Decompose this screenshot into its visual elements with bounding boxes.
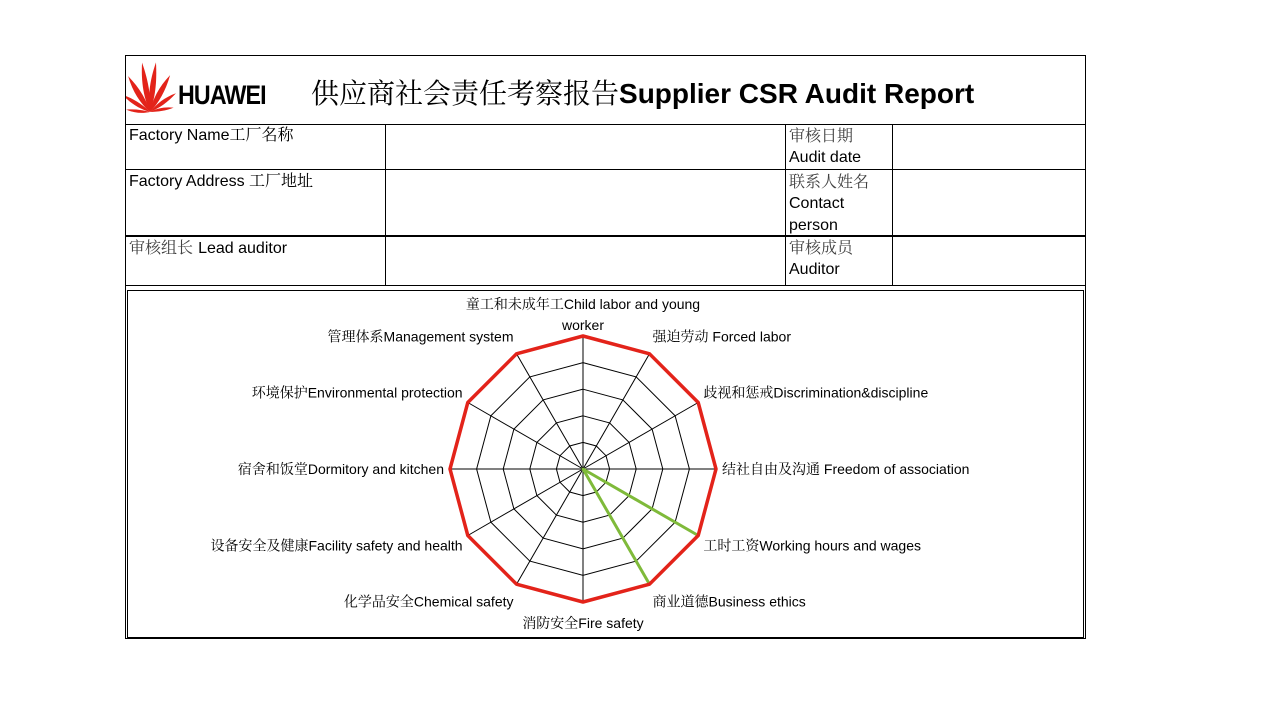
factory-address-field[interactable] bbox=[386, 171, 785, 235]
contact-person-field[interactable] bbox=[893, 171, 1085, 235]
lead-auditor-label-en: Lead auditor bbox=[198, 240, 288, 257]
report-title-en: Supplier CSR Audit Report bbox=[619, 78, 975, 109]
radar-axis-label: 工时工资Working hours and wages bbox=[703, 537, 922, 554]
lead-auditor-label bbox=[126, 237, 385, 285]
contact-label-en-line1: Contact bbox=[789, 195, 845, 212]
radar-axis-label: 消防安全Fire safety bbox=[522, 615, 644, 631]
radar-axis-label: 化学品安全Chemical safety bbox=[343, 593, 514, 610]
report-title-cn: 供应商社会责任考察报告 bbox=[311, 77, 620, 110]
audit-date-label-en: Audit date bbox=[789, 149, 862, 166]
lead-auditor-field[interactable] bbox=[386, 237, 785, 285]
radar-axis-label: 歧视和惩戒Discrimination&discipline bbox=[703, 384, 929, 401]
auditor-field[interactable] bbox=[893, 237, 1085, 285]
lead-auditor-label-cn: 审核组长 bbox=[129, 238, 199, 257]
auditor-label-en: Auditor bbox=[789, 261, 840, 278]
factory-address-label: Factory Address 工厂地址 bbox=[129, 173, 314, 190]
radar-axis-label: 童工和未成年工Child labor and young worker bbox=[465, 296, 701, 333]
row-divider bbox=[126, 169, 1085, 170]
radar-chart bbox=[126, 289, 1085, 638]
contact-label-cn: 联系人姓名 bbox=[789, 172, 870, 191]
row-divider bbox=[126, 285, 1085, 286]
brand-name: HUAWEI bbox=[178, 80, 266, 110]
chart-area bbox=[126, 289, 1085, 638]
auditor-label-cn: 审核成员 bbox=[789, 238, 854, 257]
radar-axis-label: 宿舍和饭堂Dormitory and kitchen bbox=[237, 461, 444, 477]
radar-axis-label: 设备安全及健康Facility safety and health bbox=[210, 537, 463, 554]
radar-series-1 bbox=[583, 469, 698, 584]
radar-axis-label: 环境保护Environmental protection bbox=[251, 384, 463, 401]
radar-axis-label: 管理体系Management system bbox=[327, 328, 514, 345]
report-title bbox=[311, 72, 974, 112]
factory-name-field[interactable] bbox=[386, 125, 785, 169]
auditor-label bbox=[786, 237, 892, 285]
radar-axis-label: 商业道德Business ethics bbox=[652, 593, 806, 610]
audit-date-field[interactable] bbox=[893, 125, 1085, 169]
report-header bbox=[126, 56, 1085, 125]
radar-axis-label: 结社自由及沟通 Freedom of association bbox=[722, 461, 970, 477]
radar-axis-label: 强迫劳动 Forced labor bbox=[652, 328, 791, 345]
audit-date-label bbox=[786, 125, 892, 169]
audit-date-label-cn: 审核日期 bbox=[789, 126, 854, 145]
factory-name-label: Factory Name工厂名称 bbox=[129, 127, 294, 144]
audit-report bbox=[125, 55, 1086, 639]
contact-label-en-line2: person bbox=[789, 217, 838, 234]
contact-person-label bbox=[786, 171, 892, 235]
